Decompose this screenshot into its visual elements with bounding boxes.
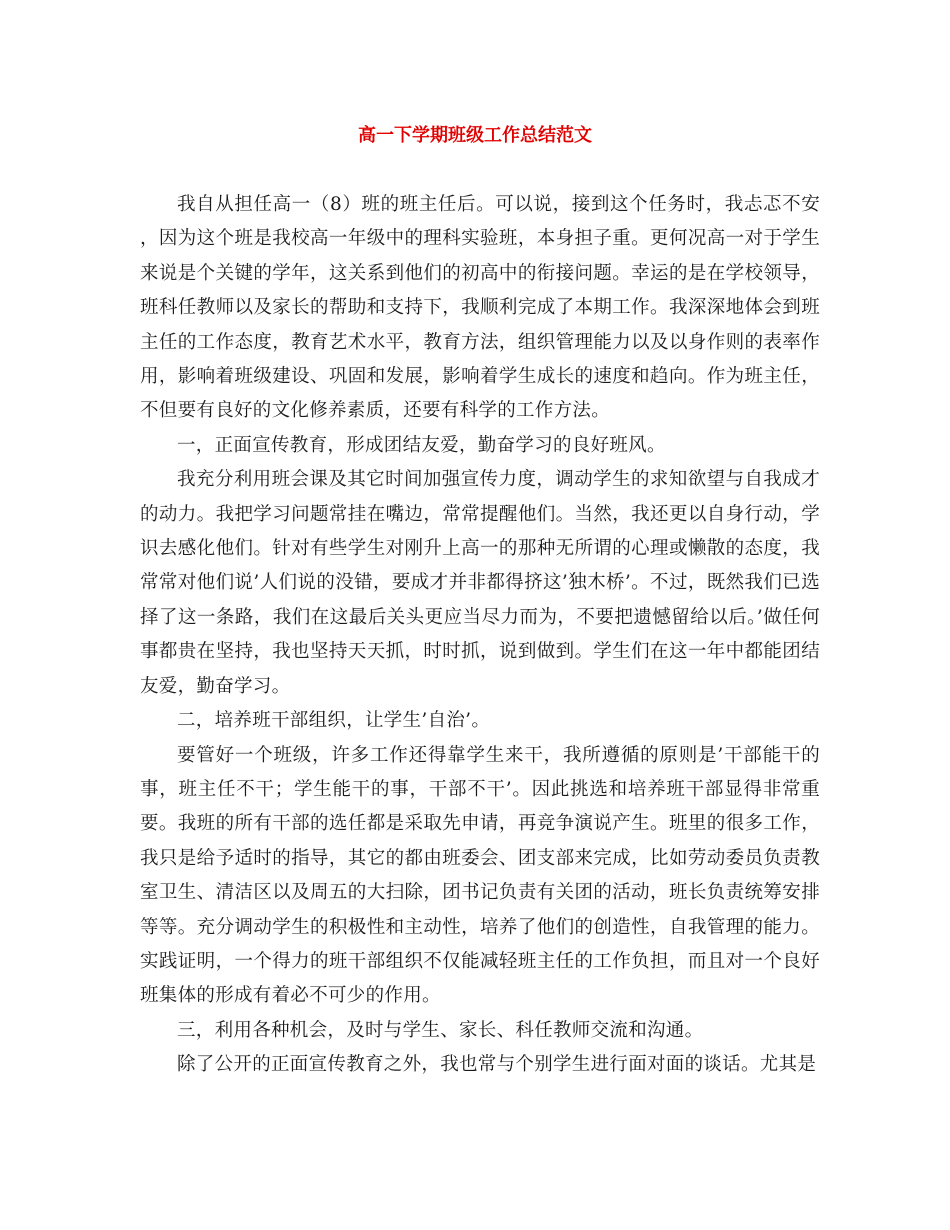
- paragraph-section-3: 除了公开的正面宣传教育之外，我也常与个别学生进行面对面的谈话。尤其是: [177, 1054, 817, 1076]
- paragraph-intro: 我自从担任高一（8）班的班主任后。可以说，接到这个任务时，我忐忑不安，因为这个班是我校高一年级中的理科实验班，本身担子重。更何况高一对于学生来说是个关键的学年，这关系到他们的初高中的衔接问题。幸运的是在学校领导，班科任教师以及家长的帮助和支持下，我顺利完成了本期工作。我深深地体会到班主任的工作态度，教育艺术水平，教育方法，组织管理能力以及以身作则的表率作用，影响着班级建设、巩固和发展，影响着学生成长的速度和趋向。作为班主任，不但要有良好的文化修养素质，还要有科学的工作方法。: [140, 194, 820, 422]
- section-heading-1: 一，正面宣传教育，形成团结友爱，勤奋学习的良好班风。: [177, 434, 666, 456]
- section-heading-2: 二，培养班干部组织，让学生’自治’。: [177, 710, 491, 732]
- document-body: [140, 188, 820, 1083]
- paragraph-section-1: 我充分利用班会课及其它时间加强宣传力度，调动学生的求知欲望与自我成才的动力。我把学习问题常挂在嘴边，常常提醒他们。当然，我还更以自身行动，学识去感化他们。针对有些学生对刚升上高一的那种无所谓的心理或懒散的态度，我常常对他们说’人们说的没错，要成才并非都得挤这’独木桥’。不过，既然我们已选择了这一条路，我们在这最后关头更应当尽力而为，不要把遗憾留给以后。’做任何事都贵在坚持，我也坚持天天抓，时时抓，说到做到。学生们在这一年中都能团结友爱，勤奋学习。: [140, 469, 820, 697]
- section-heading-3: 三，利用各种机会，及时与学生、家长、科任教师交流和沟通。: [177, 1019, 704, 1041]
- paragraph-section-2: 要管好一个班级，许多工作还得靠学生来干，我所遵循的原则是’干部能干的事，班主任不干；学生能干的事，干部不干’。因此挑选和培养班干部显得非常重要。我班的所有干部的选任都是采取先申请，再竞争演说产生。班里的很多工作，我只是给予适时的指导，其它的都由班委会、团支部来完成，比如劳动委员负责教室卫生、清洁区以及周五的大扫除，团书记负责有关团的活动，班长负责统筹安排等等。充分调动学生的积极性和主动性，培养了他们的创造性，自我管理的能力。实践证明，一个得力的班干部组织不仅能减轻班主任的工作负担，而且对一个良好班集体的形成有着必不可少的作用。: [140, 744, 820, 1007]
- document-title: 高一下学期班级工作总结范文: [358, 125, 592, 146]
